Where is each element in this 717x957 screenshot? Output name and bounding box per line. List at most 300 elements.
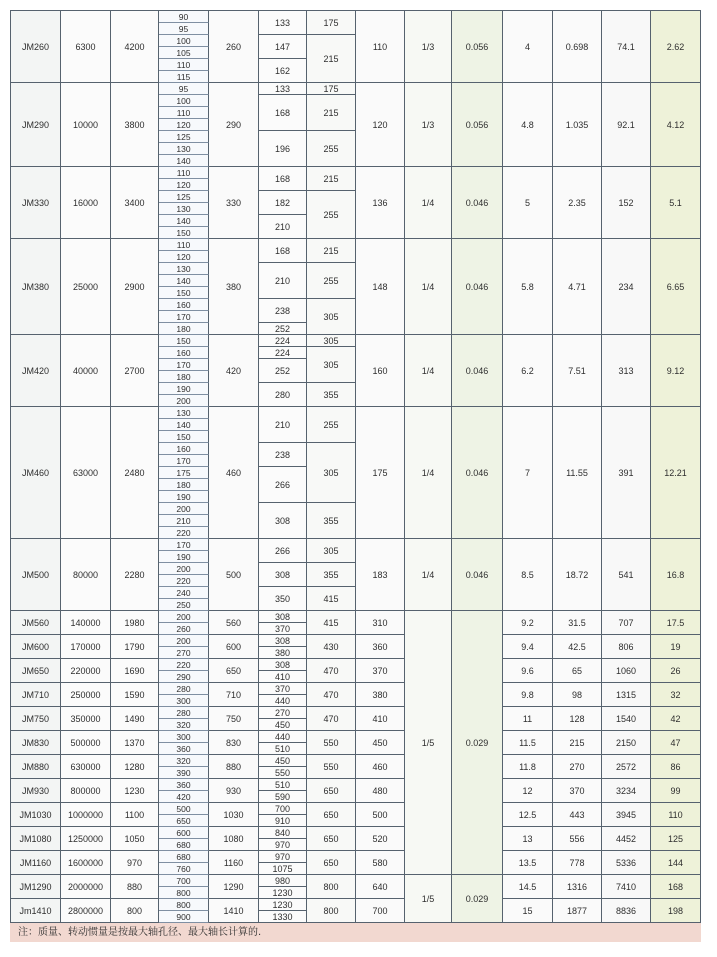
spec-cell: 700 [259, 803, 307, 815]
speed-cell: 880 [111, 875, 159, 899]
bore-cell: 420 [159, 791, 209, 803]
spec-cell: 1060 [602, 659, 651, 683]
spec-cell: 3234 [602, 779, 651, 803]
spec-cell: 380 [259, 647, 307, 659]
spec-cell: 370 [553, 779, 602, 803]
spec-cell: 92.1 [602, 83, 651, 167]
torque-cell: 1250000 [61, 827, 111, 851]
bore-cell: 200 [159, 395, 209, 407]
spec-cell: 520 [356, 827, 405, 851]
spec-cell: 110 [651, 803, 701, 827]
spec-cell: 12 [503, 779, 553, 803]
spec-cell: 550 [259, 767, 307, 779]
bore-cell: 280 [159, 707, 209, 719]
spec-cell: 700 [356, 899, 405, 923]
speed-cell: 1790 [111, 635, 159, 659]
ratio-cell: 1/5 [405, 875, 452, 923]
speed-cell: 3400 [111, 167, 159, 239]
spec-cell: 415 [307, 587, 356, 611]
bore-cell: 700 [159, 875, 209, 887]
spec-cell: 74.1 [602, 11, 651, 83]
speed-cell: 1690 [111, 659, 159, 683]
spec-cell: 98 [553, 683, 602, 707]
bore-cell: 120 [159, 119, 209, 131]
spec-cell: 215 [553, 731, 602, 755]
spec-cell: 5 [503, 167, 553, 239]
spec-cell: 11.8 [503, 755, 553, 779]
spec-cell: 970 [259, 839, 307, 851]
speed-cell: 4200 [111, 11, 159, 83]
bore-cell: 260 [159, 623, 209, 635]
spec-cell: 1030 [209, 803, 259, 827]
ratio-cell: 1/4 [405, 335, 452, 407]
spec-cell: 430 [307, 635, 356, 659]
torque-cell: 63000 [61, 407, 111, 539]
model-cell: JM1160 [11, 851, 61, 875]
spec-cell: 160 [356, 335, 405, 407]
spec-cell: 650 [307, 803, 356, 827]
spec-cell: 8.5 [503, 539, 553, 611]
bore-cell: 160 [159, 347, 209, 359]
spec-cell: 15 [503, 899, 553, 923]
bore-cell: 150 [159, 431, 209, 443]
spec-cell: 415 [307, 611, 356, 635]
spec-cell: 9.8 [503, 683, 553, 707]
spec-cell: 510 [259, 743, 307, 755]
bore-cell: 240 [159, 587, 209, 599]
bore-cell: 125 [159, 191, 209, 203]
torque-cell: 500000 [61, 731, 111, 755]
bore-cell: 680 [159, 851, 209, 863]
spec-table [10, 10, 701, 923]
spec-cell: 147 [259, 35, 307, 59]
bore-cell: 170 [159, 539, 209, 551]
torque-cell: 2800000 [61, 899, 111, 923]
torque-cell: 2000000 [61, 875, 111, 899]
speed-cell: 1590 [111, 683, 159, 707]
spec-cell: 12.21 [651, 407, 701, 539]
coefficient-cell: 0.046 [452, 167, 503, 239]
spec-cell: 350 [259, 587, 307, 611]
spec-cell: 391 [602, 407, 651, 539]
bore-cell: 160 [159, 443, 209, 455]
spec-cell: 7.51 [553, 335, 602, 407]
bore-cell: 110 [159, 239, 209, 251]
bore-cell: 140 [159, 155, 209, 167]
model-cell: JM930 [11, 779, 61, 803]
torque-cell: 80000 [61, 539, 111, 611]
model-cell: JM560 [11, 611, 61, 635]
spec-cell: 290 [209, 83, 259, 167]
model-cell: JM1290 [11, 875, 61, 899]
bore-cell: 130 [159, 203, 209, 215]
bore-cell: 190 [159, 491, 209, 503]
bore-cell: 120 [159, 251, 209, 263]
ratio-cell: 1/5 [405, 611, 452, 875]
spec-cell: 510 [259, 779, 307, 791]
spec-cell: 580 [356, 851, 405, 875]
bore-cell: 170 [159, 311, 209, 323]
bore-cell: 200 [159, 611, 209, 623]
spec-cell: 550 [307, 731, 356, 755]
bore-cell: 270 [159, 647, 209, 659]
model-cell: JM710 [11, 683, 61, 707]
spec-cell: 32 [651, 683, 701, 707]
spec-cell: 175 [307, 83, 356, 95]
bore-cell: 360 [159, 779, 209, 791]
speed-cell: 2900 [111, 239, 159, 335]
spec-cell: 238 [259, 299, 307, 323]
spec-cell: 255 [307, 191, 356, 239]
spec-cell: 42 [651, 707, 701, 731]
bore-cell: 220 [159, 527, 209, 539]
spec-cell: 830 [209, 731, 259, 755]
spec-cell: 266 [259, 539, 307, 563]
spec-cell: 99 [651, 779, 701, 803]
bore-cell: 500 [159, 803, 209, 815]
spec-cell: 11 [503, 707, 553, 731]
spec-cell: 260 [209, 11, 259, 83]
spec-cell: 305 [307, 299, 356, 335]
spec-cell: 1330 [259, 911, 307, 923]
spec-cell: 17.5 [651, 611, 701, 635]
spec-cell: 4.12 [651, 83, 701, 167]
spec-cell: 443 [553, 803, 602, 827]
model-cell: JM500 [11, 539, 61, 611]
spec-cell: 133 [259, 83, 307, 95]
spec-cell: 16.8 [651, 539, 701, 611]
spec-cell: 13 [503, 827, 553, 851]
bore-cell: 650 [159, 815, 209, 827]
spec-cell: 168 [259, 239, 307, 263]
spec-cell: 305 [307, 539, 356, 563]
model-cell: JM650 [11, 659, 61, 683]
coefficient-cell: 0.046 [452, 539, 503, 611]
bore-cell: 100 [159, 35, 209, 47]
spec-cell: 2.35 [553, 167, 602, 239]
speed-cell: 1230 [111, 779, 159, 803]
model-cell: JM830 [11, 731, 61, 755]
spec-cell: 183 [356, 539, 405, 611]
torque-cell: 170000 [61, 635, 111, 659]
spec-cell: 65 [553, 659, 602, 683]
spec-cell: 1540 [602, 707, 651, 731]
model-cell: JM600 [11, 635, 61, 659]
spec-cell: 125 [651, 827, 701, 851]
spec-cell: 800 [307, 899, 356, 923]
spec-cell: 710 [209, 683, 259, 707]
bore-cell: 390 [159, 767, 209, 779]
spec-cell: 600 [209, 635, 259, 659]
coefficient-cell: 0.029 [452, 611, 503, 875]
bore-cell: 190 [159, 551, 209, 563]
bore-cell: 160 [159, 299, 209, 311]
spec-cell: 9.6 [503, 659, 553, 683]
model-cell: JM460 [11, 407, 61, 539]
speed-cell: 1490 [111, 707, 159, 731]
spec-cell: 215 [307, 95, 356, 131]
bore-cell: 900 [159, 911, 209, 923]
spec-cell: 460 [209, 407, 259, 539]
bore-cell: 190 [159, 383, 209, 395]
ratio-cell: 1/3 [405, 83, 452, 167]
spec-cell: 640 [356, 875, 405, 899]
spec-cell: 800 [307, 875, 356, 899]
bore-cell: 760 [159, 863, 209, 875]
spec-cell: 5336 [602, 851, 651, 875]
spec-cell: 210 [259, 263, 307, 299]
spec-cell: 255 [307, 131, 356, 167]
spec-cell: 11.5 [503, 731, 553, 755]
ratio-cell: 1/4 [405, 239, 452, 335]
spec-cell: 440 [259, 731, 307, 743]
spec-cell: 500 [209, 539, 259, 611]
spec-cell: 152 [602, 167, 651, 239]
torque-cell: 1600000 [61, 851, 111, 875]
spec-cell: 470 [307, 683, 356, 707]
spec-cell: 330 [209, 167, 259, 239]
speed-cell: 1280 [111, 755, 159, 779]
spec-cell: 370 [356, 659, 405, 683]
bore-cell: 130 [159, 407, 209, 419]
spec-cell: 5.1 [651, 167, 701, 239]
spec-cell: 1877 [553, 899, 602, 923]
spec-cell: 1160 [209, 851, 259, 875]
spec-cell: 1.035 [553, 83, 602, 167]
spec-cell: 266 [259, 467, 307, 503]
bore-cell: 150 [159, 287, 209, 299]
spec-cell: 136 [356, 167, 405, 239]
torque-cell: 800000 [61, 779, 111, 803]
torque-cell: 140000 [61, 611, 111, 635]
bore-cell: 180 [159, 323, 209, 335]
spec-cell: 980 [259, 875, 307, 887]
bore-cell: 290 [159, 671, 209, 683]
torque-cell: 250000 [61, 683, 111, 707]
model-cell: JM1030 [11, 803, 61, 827]
torque-cell: 6300 [61, 11, 111, 83]
spec-cell: 3945 [602, 803, 651, 827]
spec-cell: 650 [307, 827, 356, 851]
model-cell: JM380 [11, 239, 61, 335]
spec-cell: 1230 [259, 887, 307, 899]
torque-cell: 1000000 [61, 803, 111, 827]
spec-cell: 234 [602, 239, 651, 335]
bore-cell: 210 [159, 515, 209, 527]
bore-cell: 140 [159, 275, 209, 287]
spec-cell: 1410 [209, 899, 259, 923]
bore-cell: 125 [159, 131, 209, 143]
bore-cell: 130 [159, 263, 209, 275]
bore-cell: 90 [159, 11, 209, 23]
bore-cell: 200 [159, 503, 209, 515]
torque-cell: 40000 [61, 335, 111, 407]
speed-cell: 1100 [111, 803, 159, 827]
spec-cell: 806 [602, 635, 651, 659]
bore-cell: 600 [159, 827, 209, 839]
model-cell: JM260 [11, 11, 61, 83]
bore-cell: 100 [159, 95, 209, 107]
coefficient-cell: 0.046 [452, 335, 503, 407]
spec-cell: 840 [259, 827, 307, 839]
spec-cell: 308 [259, 659, 307, 671]
spec-cell: 450 [356, 731, 405, 755]
bore-cell: 110 [159, 167, 209, 179]
ratio-cell: 1/4 [405, 539, 452, 611]
spec-cell: 148 [356, 239, 405, 335]
spec-cell: 930 [209, 779, 259, 803]
torque-cell: 350000 [61, 707, 111, 731]
coefficient-cell: 0.029 [452, 875, 503, 923]
spec-cell: 313 [602, 335, 651, 407]
spec-cell: 162 [259, 59, 307, 83]
spec-cell: 168 [259, 167, 307, 191]
spec-cell: 308 [259, 503, 307, 539]
torque-cell: 10000 [61, 83, 111, 167]
spec-cell: 175 [307, 11, 356, 35]
spec-cell: 750 [209, 707, 259, 731]
model-cell: JM1080 [11, 827, 61, 851]
ratio-cell: 1/3 [405, 11, 452, 83]
speed-cell: 970 [111, 851, 159, 875]
spec-cell: 410 [356, 707, 405, 731]
bore-cell: 200 [159, 563, 209, 575]
spec-cell: 215 [307, 167, 356, 191]
spec-cell: 270 [553, 755, 602, 779]
spec-cell: 560 [209, 611, 259, 635]
spec-cell: 360 [356, 635, 405, 659]
spec-cell: 4.8 [503, 83, 553, 167]
spec-cell: 198 [651, 899, 701, 923]
bore-cell: 110 [159, 59, 209, 71]
bore-cell: 140 [159, 419, 209, 431]
bore-cell: 250 [159, 599, 209, 611]
spec-cell: 280 [259, 383, 307, 407]
spec-cell: 910 [259, 815, 307, 827]
spec-cell: 305 [307, 335, 356, 347]
spec-cell: 590 [259, 791, 307, 803]
bore-cell: 95 [159, 83, 209, 95]
spec-cell: 9.12 [651, 335, 701, 407]
spec-cell: 410 [259, 671, 307, 683]
torque-cell: 16000 [61, 167, 111, 239]
spec-cell: 480 [356, 779, 405, 803]
spec-cell: 47 [651, 731, 701, 755]
speed-cell: 2700 [111, 335, 159, 407]
coefficient-cell: 0.056 [452, 11, 503, 83]
spec-cell: 1315 [602, 683, 651, 707]
bore-cell: 300 [159, 695, 209, 707]
coefficient-cell: 0.046 [452, 239, 503, 335]
spec-cell: 26 [651, 659, 701, 683]
speed-cell: 2280 [111, 539, 159, 611]
bore-cell: 320 [159, 719, 209, 731]
spec-cell: 470 [307, 707, 356, 731]
speed-cell: 3800 [111, 83, 159, 167]
spec-cell: 8836 [602, 899, 651, 923]
spec-cell: 255 [307, 263, 356, 299]
bore-cell: 320 [159, 755, 209, 767]
spec-cell: 252 [259, 359, 307, 383]
bore-cell: 800 [159, 887, 209, 899]
spec-cell: 650 [307, 779, 356, 803]
bore-cell: 170 [159, 455, 209, 467]
spec-cell: 420 [209, 335, 259, 407]
bore-cell: 150 [159, 227, 209, 239]
bore-cell: 180 [159, 479, 209, 491]
spec-cell: 380 [209, 239, 259, 335]
spec-cell: 7 [503, 407, 553, 539]
footnote: 注：质量、转动惯量是按最大轴孔径、最大轴长计算的. [10, 923, 701, 942]
model-cell: JM290 [11, 83, 61, 167]
bore-cell: 110 [159, 107, 209, 119]
spec-cell: 12.5 [503, 803, 553, 827]
spec-cell: 6.65 [651, 239, 701, 335]
spec-cell: 355 [307, 503, 356, 539]
speed-cell: 800 [111, 899, 159, 923]
torque-cell: 25000 [61, 239, 111, 335]
spec-cell: 541 [602, 539, 651, 611]
model-cell: Jm1410 [11, 899, 61, 923]
spec-cell: 168 [651, 875, 701, 899]
speed-cell: 1370 [111, 731, 159, 755]
spec-cell: 650 [209, 659, 259, 683]
spec-cell: 11.55 [553, 407, 602, 539]
spec-cell: 182 [259, 191, 307, 215]
spec-cell: 6.2 [503, 335, 553, 407]
spec-cell: 86 [651, 755, 701, 779]
spec-cell: 970 [259, 851, 307, 863]
spec-cell: 224 [259, 347, 307, 359]
spec-cell: 355 [307, 563, 356, 587]
bore-cell: 170 [159, 359, 209, 371]
ratio-cell: 1/4 [405, 167, 452, 239]
bore-cell: 180 [159, 371, 209, 383]
spec-cell: 128 [553, 707, 602, 731]
spec-cell: 255 [307, 407, 356, 443]
spec-cell: 252 [259, 323, 307, 335]
model-cell: JM750 [11, 707, 61, 731]
ratio-cell: 1/4 [405, 407, 452, 539]
bore-cell: 95 [159, 23, 209, 35]
model-cell: JM330 [11, 167, 61, 239]
spec-cell: 31.5 [553, 611, 602, 635]
spec-cell: 238 [259, 443, 307, 467]
spec-cell: 2.62 [651, 11, 701, 83]
bore-cell: 150 [159, 335, 209, 347]
bore-cell: 220 [159, 575, 209, 587]
spec-cell: 556 [553, 827, 602, 851]
spec-cell: 1290 [209, 875, 259, 899]
spec-cell: 175 [356, 407, 405, 539]
spec-cell: 4.71 [553, 239, 602, 335]
torque-cell: 630000 [61, 755, 111, 779]
spec-cell: 707 [602, 611, 651, 635]
bore-cell: 360 [159, 743, 209, 755]
spec-cell: 19 [651, 635, 701, 659]
spec-cell: 7410 [602, 875, 651, 899]
spec-cell: 270 [259, 707, 307, 719]
spec-cell: 42.5 [553, 635, 602, 659]
coefficient-cell: 0.046 [452, 407, 503, 539]
spec-cell: 1080 [209, 827, 259, 851]
bore-cell: 140 [159, 215, 209, 227]
bore-cell: 130 [159, 143, 209, 155]
speed-cell: 2480 [111, 407, 159, 539]
spec-cell: 1316 [553, 875, 602, 899]
spec-cell: 370 [259, 683, 307, 695]
spec-cell: 470 [307, 659, 356, 683]
